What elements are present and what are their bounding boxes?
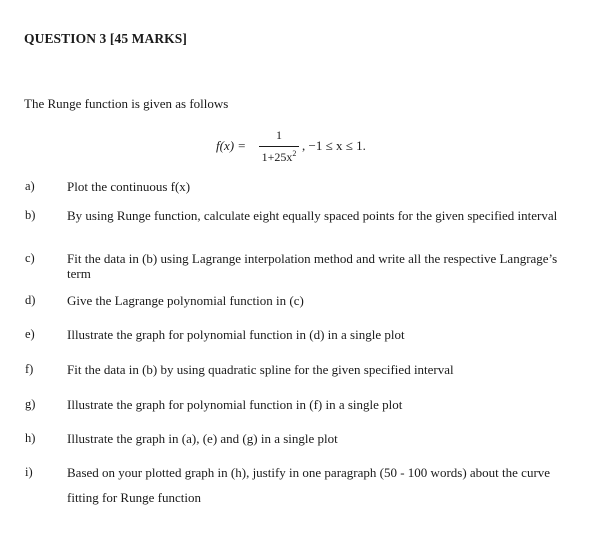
formula-denominator: $1+25x^2$ [261, 149, 297, 164]
question-text: Give the Lagrange polynomial function in (c) [67, 293, 304, 308]
question-label: e) [25, 327, 35, 341]
formula-fraction [259, 128, 299, 166]
question-label: b) [25, 208, 36, 222]
formula-domain: , −1 ≤ x ≤ 1. [302, 138, 366, 153]
question-text: Fit the data in (b) by using quadratic spline for the given specified interval [67, 362, 454, 377]
question-label: g) [25, 397, 36, 411]
question-label: a) [25, 179, 35, 193]
question-label: i) [25, 465, 33, 479]
question-label: d) [25, 293, 36, 307]
formula-numerator: 1 [276, 128, 282, 142]
question-text: Illustrate the graph for polynomial function in (d) in a single plot [67, 327, 405, 342]
question-text: Fit the data in (b) using Lagrange interpolation method and write all the respective Langrage’s term [67, 251, 558, 281]
fraction-bar [259, 146, 299, 147]
question-label: f) [25, 362, 34, 376]
question-text: Based on your plotted graph in (h), justify in one paragraph (50 - 100 words) about the curve fitting for Runge function [67, 465, 551, 505]
question-heading: QUESTION 3 [45 MARKS] [24, 31, 187, 46]
intro-text: The Runge function is given as follows [24, 96, 229, 111]
question-text: Illustrate the graph for polynomial function in (f) in a single plot [67, 397, 403, 412]
question-text: By using Runge function, calculate eight equally spaced points for the given specified interval [67, 208, 558, 223]
question-label: h) [25, 431, 36, 445]
question-label: c) [25, 251, 35, 265]
question-text: Plot the continuous f(x) [67, 179, 191, 194]
formula-lhs: f(x) = [216, 138, 247, 153]
question-text: Illustrate the graph in (a), (e) and (g) in a single plot [67, 431, 338, 446]
